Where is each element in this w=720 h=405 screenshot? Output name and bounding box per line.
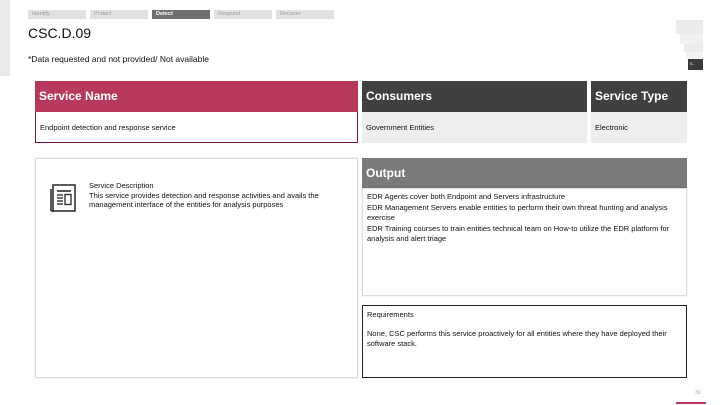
step-respond: Respond <box>214 10 272 19</box>
service-type-header: Service Type <box>591 81 687 112</box>
output-item: EDR Training courses to train entities technical team on How-to utilize the EDR platform for analysis and alert triage <box>367 223 670 243</box>
nist-stepper <box>28 10 334 19</box>
output-header: Output <box>362 158 687 188</box>
page-title: CSC.D.09 <box>28 25 92 41</box>
service-description-label: Service Description <box>89 181 154 190</box>
page-number: 30 <box>695 390 701 396</box>
consumers-value: Government Entities <box>362 112 587 143</box>
corner-badge: S... <box>688 59 703 70</box>
output-item: EDR Management Servers enable entities to perform their own threat hunting and analysis exercise <box>367 202 668 222</box>
requirements-box <box>362 305 687 378</box>
service-type-value: Electronic <box>591 112 687 143</box>
requirements-label: Requirements <box>367 310 414 319</box>
step-identify: Identify <box>28 10 86 19</box>
service-name-header: Service Name <box>35 81 358 112</box>
document-icon <box>50 183 78 213</box>
service-description-card <box>35 158 358 378</box>
step-detect: Detect <box>152 10 210 19</box>
footer-accent-line <box>676 402 706 404</box>
service-name-value: Endpoint detection and response service <box>35 112 358 143</box>
consumers-header: Consumers <box>362 81 587 112</box>
output-list <box>362 188 687 296</box>
requirements-text: None, CSC performs this service proactively for all entities where they have deployed their software stack. <box>367 329 667 348</box>
corner-graphic <box>676 20 703 70</box>
step-recover: Recover <box>276 10 334 19</box>
left-decor-strip <box>0 0 10 76</box>
output-item: EDR Agents cover both Endpoint and Servers infrastructure <box>367 192 566 201</box>
page-subtitle: *Data requested and not provided/ Not available <box>28 54 209 64</box>
step-protect: Protect <box>90 10 148 19</box>
service-description-text: This service provides detection and response activities and avails the management interface of the entities for analysis purposes <box>89 191 319 209</box>
